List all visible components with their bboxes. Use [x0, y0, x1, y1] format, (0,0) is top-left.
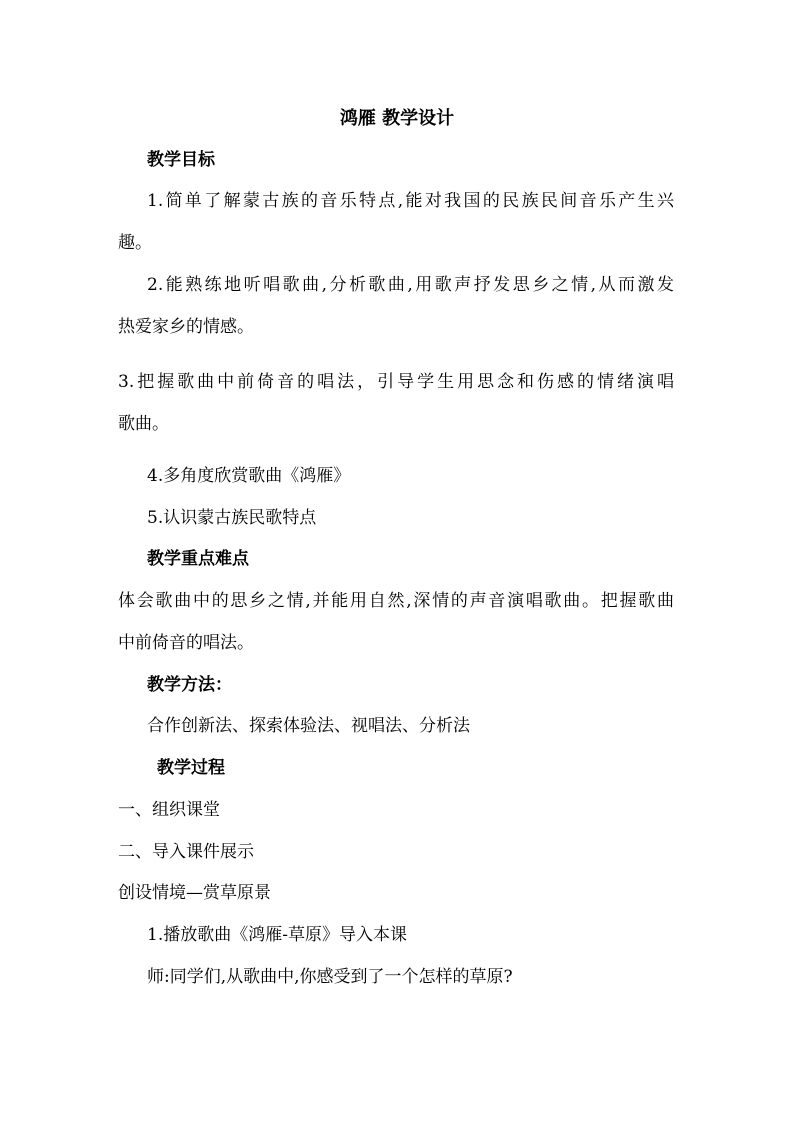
- document-title: 鸿雁 教学设计: [339, 108, 455, 129]
- objective-1-line-1: 1.简单了解蒙古族的音乐特点,能对我国的民族民间音乐产生兴: [147, 191, 674, 211]
- objective-1-line-2: 趣。: [118, 233, 152, 253]
- process-step-1: 一、组织课堂: [118, 800, 220, 820]
- process-heading: 教学过程: [157, 758, 225, 778]
- objective-4: 4.多角度欣赏歌曲《鸿雁》: [147, 466, 351, 486]
- objective-2-line-1: 2.能熟练地听唱歌曲,分析歌曲,用歌声抒发思乡之情,从而激发: [147, 275, 674, 295]
- objective-5: 5.认识蒙古族民歌特点: [147, 508, 317, 528]
- objective-3-line-1: 3.把握歌曲中前倚音的唱法，引导学生用思念和伤感的情绪演唱: [118, 372, 674, 392]
- teacher-question: 师:同学们,从歌曲中,你感受到了一个怎样的草原?: [147, 967, 513, 987]
- methods-heading: 教学方法：: [147, 675, 232, 695]
- objective-3-line-2: 歌曲。: [118, 414, 169, 434]
- key-points-heading: 教学重点难点: [147, 549, 249, 569]
- process-item-1: 1.播放歌曲《鸿雁-草原》导入本课: [147, 925, 407, 945]
- key-points-line-1: 体会歌曲中的思乡之情,并能用自然,深情的声音演唱歌曲。把握歌曲: [118, 591, 674, 611]
- objectives-heading: 教学目标: [147, 150, 215, 170]
- key-points-line-2: 中前倚音的唱法。: [118, 633, 254, 653]
- methods-text: 合作创新法、探索体验法、视唱法、分析法: [147, 716, 470, 736]
- process-subheading: 创设情境—赏草原景: [118, 883, 271, 903]
- process-step-2: 二、导入课件展示: [118, 842, 254, 862]
- objective-2-line-2: 热爱家乡的情感。: [118, 317, 254, 337]
